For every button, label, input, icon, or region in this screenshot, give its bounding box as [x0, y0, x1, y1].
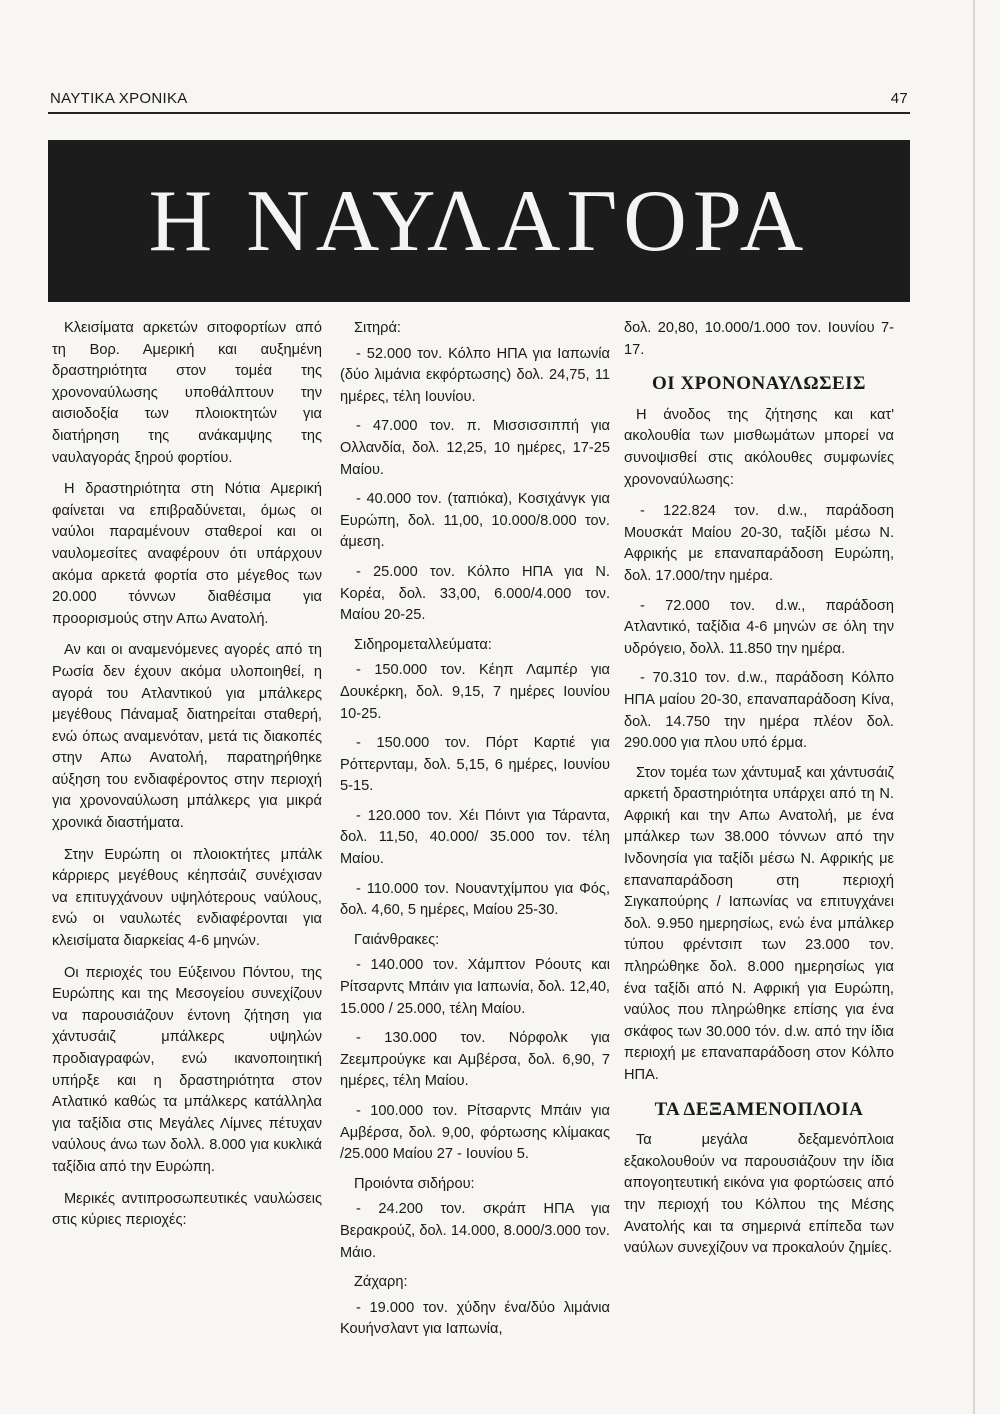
column-3 — [624, 318, 894, 1270]
title-banner — [48, 140, 910, 302]
paragraph: Μερικές αντιπροσωπευτικές ναυλώσεις στις κύριες περιοχές: — [52, 1190, 322, 1229]
fixture-item: - 52.000 τον. Κόλπο ΗΠΑ για Ιαπωνία (δύο λιμάνια εκφόρτωσης) δολ. 24,75, 11 ημέρες, τέλη Ιουνίου. — [340, 345, 610, 405]
fixture-item: - 140.000 τον. Χάμπτον Ρόουτς και Ρίτσαρντς Μπάιν για Ιαπωνία, δολ. 12,40, 15.000 / 25.000, τέλη Μαίου. — [340, 957, 610, 1017]
page-edge-divider — [973, 0, 975, 1414]
category-label-grain: Σιτηρά: — [354, 320, 401, 336]
continued-text: δολ. 20,80, 10.000/1.000 τον. Ιουνίου 7-17. — [624, 320, 894, 358]
fixture-item: - 24.200 τον. σκράπ ΗΠΑ για Βερακρούζ, δολ. 14.000, 8.000/3.000 τον. Μάιο. — [340, 1201, 610, 1261]
paragraph: Κλεισίματα αρκετών σιτοφορτίων από τη Βορ. Αμερική και αυξημένη δραστηριότητα στον τομέα της χρονοναύλωσης υποθάλπτουν την αισιοδοξία των πλοιοκτητών για διατήρηση της ανάκαμψης της ναυλαγοράς ξηρού φορτίου. — [52, 320, 322, 466]
fixture-item: - 70.310 τον. d.w., παράδοση Κόλπο ΗΠΑ μαίου 20-30, επαναπαράδοση Κίνα, δολ. 14.750 την ημέρα πλέον δολ. 290.000 για πλου υπό έρμα. — [624, 670, 894, 752]
paragraph: Η δραστηριότητα στη Νότια Αμερική φαίνεται να επιβραδύνεται, όμως οι ναύλοι παραμένουν σταθεροί και οι ναυλομεσίτες αναφέρουν ότι υπάρχουν ακόμα αρκετά φορτία στο μέγεθος των 20.000 τόννων διαθέσιμα για προορισμούς στην Απω Ανατολή. — [52, 481, 322, 627]
fixture-item: - 150.000 τον. Κέηπ Λαμπέρ για Δουκέρκη, δολ. 9,15, 7 ημέρες Ιουνίου 10-25. — [340, 662, 610, 722]
fixture-item: - 25.000 τον. Κόλπο ΗΠΑ για Ν. Κορέα, δολ. 33,00, 6.000/4.000 τον. Μαίου 20-25. — [340, 563, 610, 624]
paragraph: Στον τομέα των χάντυμαξ και χάντυσάιζ αρκετή δραστηριότητα υπάρχει από τη Ν. Αφρική και την Απω Ανατολή, με ένα μπάλκερ των 38.000 τόννων από την Ινδονησία για ταξίδι μέσω Ν. Αφρικής με επαναπαράδοση στη περιοχή Σιγκαπούρης / Ιαπωνίας να επιτυγχάνει δολ. 9.950 ημερησίως, ενώ ένα μπάλκερ τύπου φρέντσιπ των 23.000 τον. πληρώθηκε δολ. 8.000 ημερησίως για ένα ταξίδι από Ν. Αφρική για Ευρώπη, ναύλος που πληρώθηκε επίσης για ένα σκάφος των 30.000 τόν. d.w. από την ίδια περιοχή με επαναπαράδοση στον Κόλπο ΗΠΑ. — [624, 764, 894, 1083]
fixture-item: - 100.000 τον. Ρίτσαρντς Μπάιν για Αμβέρσα, δολ. 9,00, φόρτωσης κλίμακας /25.000 Μαίου 27 - Ιουνίου 5. — [340, 1103, 610, 1163]
header-rule — [48, 112, 910, 114]
page-number: 47 — [890, 90, 908, 107]
fixture-item: - 40.000 τον. (ταπιόκα), Κοσιχάνγκ για Ευρώπη, δολ. 11,00, 10.000/8.000 τον. άμεση. — [340, 491, 610, 551]
fixture-item: - 130.000 τον. Νόρφολκ για Ζεεμπρούγκε και Αμβέρσα, δολ. 6,90, 7 ημέρες, τέλη Μαίου. — [340, 1030, 610, 1090]
category-label-steel: Προιόντα σιδήρου: — [354, 1175, 475, 1192]
running-header — [50, 90, 908, 107]
fixture-item: - 47.000 τον. π. Μισσισσιππή για Ολλανδία, δολ. 12,25, 10 ημέρες, 17-25 Μαίου. — [340, 418, 610, 478]
fixture-item: - 122.824 τον. d.w., παράδοση Μουσκάτ Μαίου 20-30, ταξίδι μέσω Ν. Αφρικής με επαναπαράδοση Ευρώπη, δολ. 17.000/την ημέρα. — [624, 503, 894, 584]
journal-name: ΝΑΥΤΙΚΑ ΧΡΟΝΙΚΑ — [50, 90, 188, 107]
category-label-sugar: Ζάχαρη: — [354, 1274, 408, 1291]
paragraph: Στην Ευρώπη οι πλοιοκτήτες μπάλκ κάρριερς μεγέθους κέηπσάιζ συνέχισαν να επιτυγχάνουν υψηλότερους ναύλους, ενώ οι ναυλωτές ενδιαφέρονται για κλεισίματα διαρκείας 4-6 μηνών. — [52, 846, 322, 950]
page-title: Η ΝΑΥΛΑΓΟΡΑ — [148, 172, 810, 270]
paragraph: Τα μεγάλα δεξαμενόπλοια εξακολουθούν να παρουσιάζουν την ίδια απογοητευτική εικόνα για φορτώσεις από την περιοχή του Κόλπου της Μέσης Ανατολής και τα σημερινά επίπεδα των ναύλων συνεχίζουν να προκαλούν ζημίες. — [624, 1132, 894, 1257]
fixture-item: - 150.000 τον. Πόρτ Καρτιέ για Ρόττερνταμ, δολ. 5,15, 6 ημέρες, Ιουνίου 5-15. — [340, 735, 610, 795]
section-heading-tankers: ΤΑ ΔΕΞΑΜΕΝΟΠΛΟΙΑ — [654, 1098, 864, 1120]
column-1 — [52, 318, 322, 1242]
fixture-item: - 110.000 τον. Νουαντχίμπου για Φός, δολ. 4,60, 5 ημέρες, Μαίου 25-30. — [340, 880, 610, 919]
section-heading-time-charters: ΟΙ ΧΡΟΝΟΝΑΥΛΩΣΕΙΣ — [652, 373, 866, 395]
category-label-coal: Γαιάνθρακες: — [354, 931, 440, 948]
fixture-item: - 120.000 τον. Χέι Πόιντ για Τάραντα, δολ. 11,50, 40.000/ 35.000 τον. τέλη Μαίου. — [340, 807, 610, 868]
paragraph: Αν και οι αναμενόμενες αγορές από τη Ρωσία δεν έχουν ακόμα υλοποιηθεί, η αγορά του Ατλαντικού για μπάλκερς μεγέθους Πάναμαξ διατηρείται σταθερή, ενώ όπως αναμενόταν, μετά τις διακοπές στην Απω Ανατολή, παρατηρήθηκε αύξηση του ενδιαφέροντος στην περιοχή για χρονοναύλωση μπάλκερς για μικρά χρονικά διαστήματα. — [52, 642, 322, 832]
fixture-item: - 19.000 τον. χύδην ένα/δύο λιμάνια Κουήνσλαντ για Ιαπωνία, — [340, 1299, 610, 1338]
fixture-item: - 72.000 τον. d.w., παράδοση Ατλαντικό, ταξίδια 4-6 μηνών σε όλη την υδρόγειο, δολλ. 11.850 την ημέρα. — [624, 597, 894, 657]
category-label-ore: Σιδηρομεταλλεύματα: — [354, 636, 492, 653]
column-2 — [340, 318, 610, 1349]
paragraph: Οι περιοχές του Εύξεινου Πόντου, της Ευρώπης και της Μεσογείου συνεχίζουν να παρουσιάζουν έντονη ζήτηση για χάντυσάιζ μπάλκερς υψηλών προδιαγραφών, ενώ ικανοποιητική υπήρξε και η δραστηριότητα στον Ατλατικό καθώς τα μπάλκερς κατάλληλα για ταξίδια στις Μεγάλες Λίμνες πέτυχαν ναύλους άνω των δολλ. 8.000 για κυκλικά ταξίδια από την Ευρώπη. — [52, 964, 322, 1175]
paragraph: Η άνοδος της ζήτησης και κατ' ακολουθία των μισθωμάτων μπορεί να συνοψισθεί στις ακόλουθες συμφωνίες χρονοναύλωσης: — [624, 406, 894, 488]
